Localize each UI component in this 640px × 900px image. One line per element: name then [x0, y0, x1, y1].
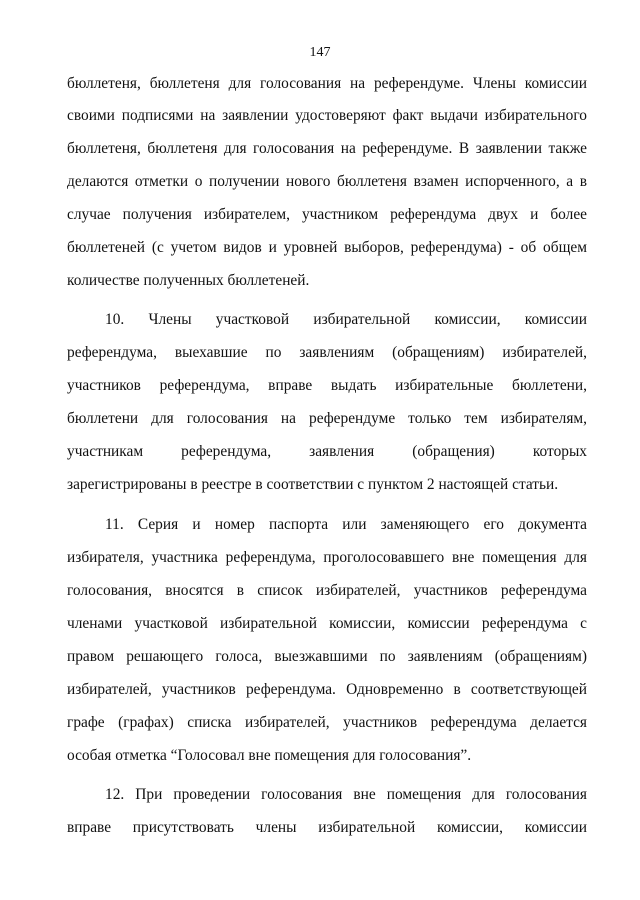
- text-line: избирателя, участника референдума, проголосовавшего вне помещения для: [67, 549, 587, 566]
- text-line: случае получения избирателем, участником референдума двух и более: [67, 206, 587, 223]
- paragraph-10-first-line: 10. Члены участковой избирательной комиссии, комиссии: [105, 311, 587, 328]
- text-line: бюллетеней (с учетом видов и уровней выборов, референдума) - об общем: [67, 239, 587, 256]
- paragraph-11-first-line: 11. Серия и номер паспорта или заменяющего его документа: [105, 516, 587, 533]
- text-line: бюллетени для голосования на референдуме только тем избирателям,: [67, 410, 587, 427]
- text-line: членами участковой избирательной комиссии, комиссии референдума с: [67, 615, 587, 632]
- text-line: участникам референдума, заявления (обращения) которых: [67, 443, 587, 460]
- text-line: особая отметка “Голосовал вне помещения для голосования”.: [67, 747, 472, 764]
- text-line: своими подписями на заявлении удостоверяют факт выдачи избирательного: [67, 107, 587, 124]
- text-line: графе (графах) списка избирателей, участников референдума делается: [67, 714, 587, 731]
- text-line: вправе присутствовать члены избирательной комиссии, комиссии: [67, 819, 587, 836]
- text-line: участников референдума, вправе выдать избирательные бюллетени,: [67, 377, 587, 394]
- paragraph-12-first-line: 12. При проведении голосования вне помещения для голосования: [105, 786, 587, 803]
- text-line: делаются отметки о получении нового бюллетеня взамен испорченного, а в: [67, 173, 587, 190]
- text-line: избирателей, участников референдума. Одновременно в соответствующей: [67, 681, 587, 698]
- text-line: зарегистрированы в реестре в соответствии с пунктом 2 настоящей статьи.: [67, 476, 559, 493]
- text-line: правом решающего голоса, выезжавшими по заявлениям (обращениям): [67, 648, 587, 665]
- text-line: бюллетеня, бюллетеня для голосования на референдуме. В заявлении также: [67, 140, 587, 157]
- text-line: референдума, выехавшие по заявлениям (обращениям) избирателей,: [67, 344, 587, 361]
- text-line: бюллетеня, бюллетеня для голосования на референдуме. Члены комиссии: [67, 75, 587, 92]
- text-line: голосования, вносятся в список избирателей, участников референдума: [67, 582, 587, 599]
- page-number: 147: [309, 45, 331, 60]
- text-line: количестве полученных бюллетеней.: [67, 272, 310, 289]
